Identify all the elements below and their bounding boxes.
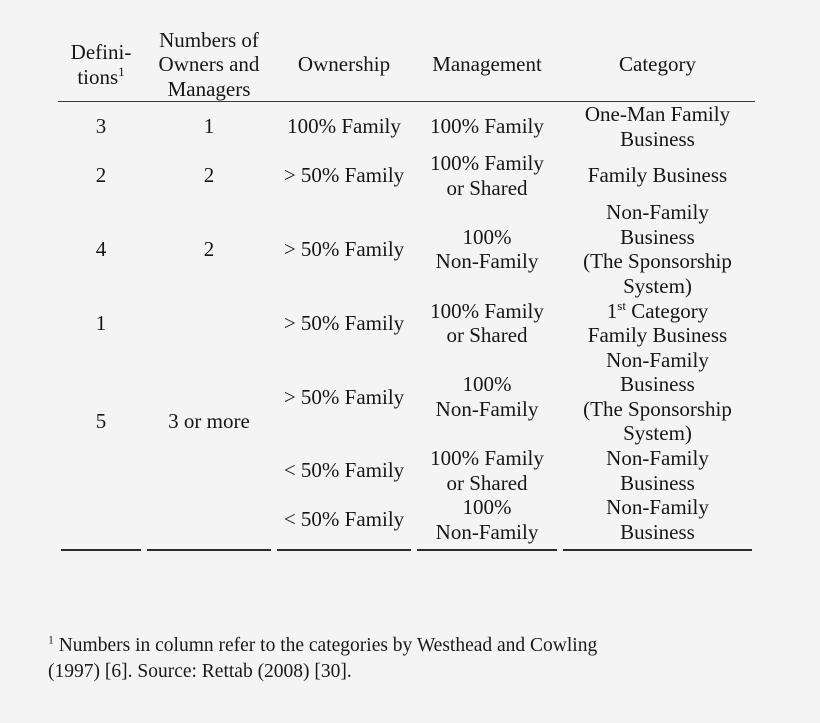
cell-category-rest: Category Family Business	[587, 298, 728, 348]
cell-owners: 3 or more	[168, 409, 250, 434]
bottom-rule-segment-management	[414, 544, 560, 552]
cell-definition	[58, 495, 144, 544]
cell-definition: 2	[95, 163, 107, 188]
cell-category: Non-Family Business	[606, 445, 709, 495]
cell-ownership: < 50% Family	[283, 507, 405, 532]
cell-category: Non-Family Business (The Sponsorship System)	[583, 200, 732, 299]
family-business-definitions-table	[58, 28, 755, 552]
cell-ownership: < 50% Family	[283, 458, 405, 483]
cell-category: One-Man Family Business	[584, 102, 731, 151]
cell-ownership: > 50% Family	[283, 384, 405, 409]
cell-definition: 1	[95, 310, 107, 335]
footnote-line-2: (1997) [6]. Source: Rettab (2008) [30].	[48, 661, 352, 683]
table-row	[58, 151, 755, 200]
table-footnote	[48, 633, 770, 686]
footnote-line-1	[48, 633, 770, 659]
rule-segment	[417, 549, 557, 551]
cell-category-ordinal: 1	[606, 298, 618, 323]
cell-ownership: 100% Family	[287, 114, 401, 139]
cell-management: 100% Family or Shared	[430, 445, 544, 495]
cell-ownership: > 50% Family	[283, 237, 405, 262]
cell-management: 100% Non-Family	[435, 495, 539, 544]
header-row	[58, 28, 755, 101]
cell-owners	[144, 495, 274, 544]
footnote-marker: 1	[48, 633, 54, 647]
footnote-text-line-1: Numbers in column refer to the categories by Westhead and Cowling	[58, 635, 598, 656]
cell-management: 100% Non-Family	[435, 372, 539, 421]
cell-management: 100% Family or Shared	[430, 298, 544, 348]
cell-category: Non-Family Business (The Sponsorship System)	[583, 347, 732, 446]
cell-definition: 4	[95, 237, 107, 262]
rule-segment	[61, 549, 141, 551]
cell-management: 100% Non-Family	[435, 224, 539, 274]
column-header-definitions	[58, 28, 144, 101]
cell-ownership: > 50% Family	[283, 310, 405, 335]
column-header-owners: Numbers of Owners and Managers	[158, 28, 260, 101]
column-header-category: Category	[619, 52, 696, 77]
table-row	[58, 299, 755, 348]
column-header-definitions-label: Defini- tions	[70, 40, 132, 89]
table-header	[58, 28, 755, 102]
cell-ownership: > 50% Family	[283, 163, 405, 188]
bottom-rule-segment-definitions	[58, 544, 144, 552]
cell-category-ordinal-suffix: st	[617, 297, 626, 313]
rule-segment	[277, 549, 411, 551]
cell-category: Family Business	[587, 163, 728, 188]
table-row	[58, 495, 755, 544]
definitions-table	[58, 28, 755, 552]
table-row	[58, 200, 755, 298]
cell-management: 100% Family or Shared	[430, 151, 544, 200]
bottom-rule-segment-ownership	[274, 544, 414, 552]
cell-definition: 3	[95, 114, 107, 139]
rule-segment	[563, 549, 752, 551]
bottom-rule-segment-owners	[144, 544, 274, 552]
cell-definition: 5	[95, 409, 107, 434]
cell-owners	[144, 299, 274, 348]
column-header-ownership: Ownership	[297, 52, 391, 77]
table-row	[58, 348, 755, 446]
cell-owners: 1	[203, 114, 215, 139]
cell-management: 100% Family	[430, 114, 544, 139]
cell-owners: 2	[203, 163, 215, 188]
column-header-management: Management	[432, 52, 542, 77]
cell-category: Non-Family Business	[606, 495, 709, 544]
definitions-footnote-marker: 1	[118, 63, 125, 79]
table-body	[58, 102, 755, 552]
table-row	[58, 102, 755, 151]
cell-owners: 2	[203, 237, 215, 262]
cell-category	[560, 299, 755, 348]
rule-segment	[147, 549, 271, 551]
bottom-rule-row	[58, 544, 755, 552]
bottom-rule-segment-category	[560, 544, 755, 552]
